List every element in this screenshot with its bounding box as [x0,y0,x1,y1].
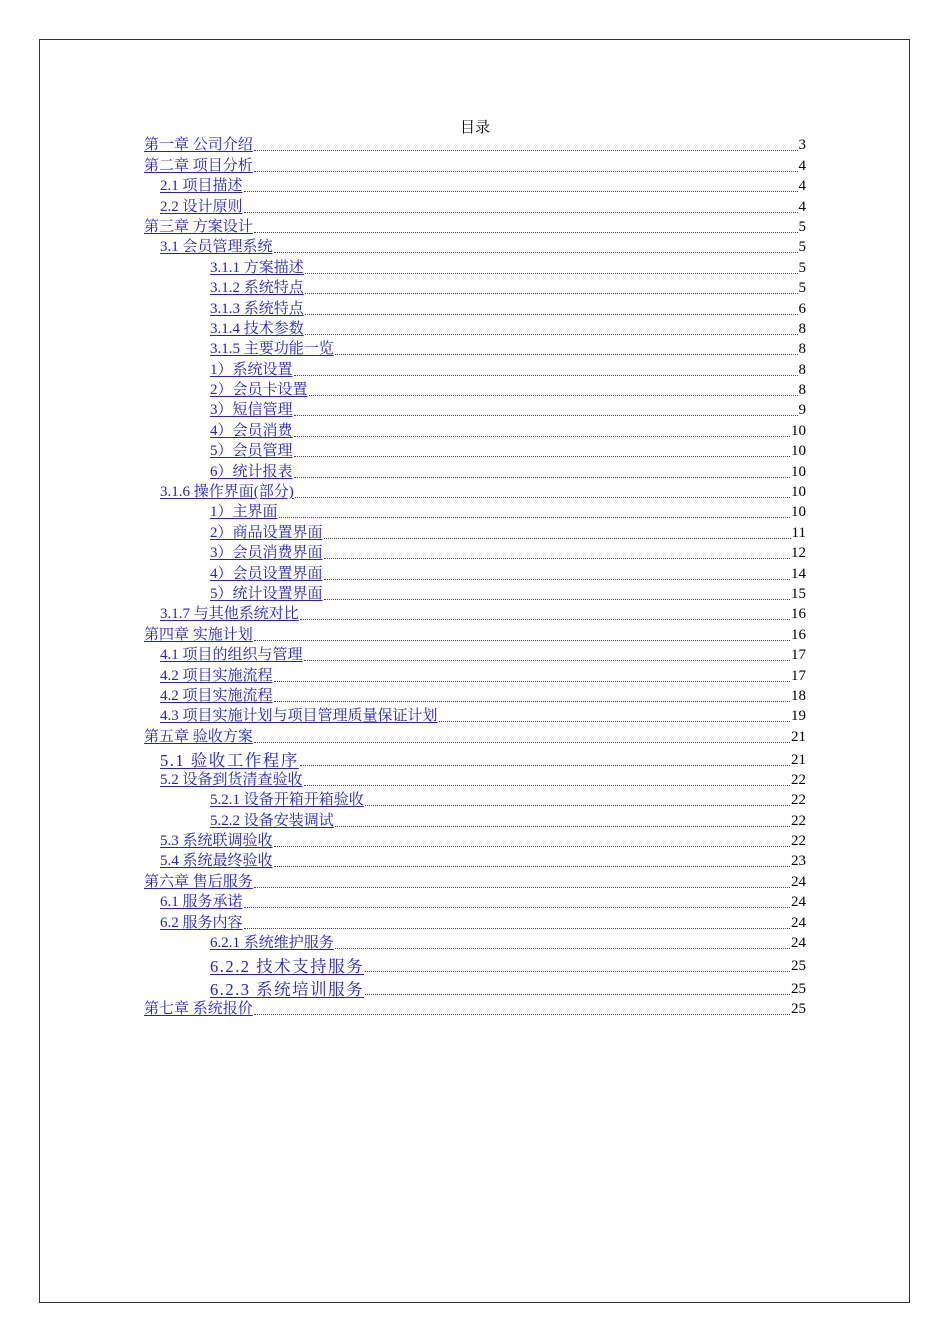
toc-page-number: 19 [791,708,806,725]
toc-dot-leader [365,993,790,995]
toc-entry[interactable] [144,359,806,379]
toc-entry-link[interactable]: 5.3 系统联调验收 [160,833,273,850]
toc-page-number: 10 [791,443,806,460]
toc-dot-leader [335,947,790,949]
toc-dot-leader [294,435,790,437]
toc-page-number: 25 [791,1001,806,1018]
toc-entry-link[interactable]: 2.1 项目描述 [160,178,243,195]
toc-dot-leader [254,149,798,151]
toc-entry[interactable] [144,563,806,583]
toc-page-number: 15 [791,585,806,602]
toc-page-number: 8 [798,361,806,378]
toc-dot-leader [244,190,798,192]
toc-dot-leader [254,886,790,888]
toc-entry[interactable] [144,665,806,685]
toc-entry[interactable] [144,892,806,912]
toc-entry[interactable] [144,770,806,790]
toc-entry-link[interactable]: 6.2.1 系统维护服务 [210,935,334,952]
toc-page-number: 24 [791,894,806,911]
toc-page-number: 18 [791,687,806,704]
toc-entry-link[interactable]: 2）商品设置界面 [210,524,323,541]
toc-entry[interactable] [144,810,806,830]
toc-entry[interactable] [144,196,806,216]
toc-entry-link[interactable]: 第五章 验收方案 [144,728,253,745]
toc-entry[interactable] [144,522,806,542]
toc-page-number: 16 [791,606,806,623]
toc-page-number: 5 [798,218,806,235]
toc-dot-leader [305,313,798,315]
toc-entry[interactable] [144,584,806,604]
toc-page-number: 24 [791,873,806,890]
toc-page-number: 10 [791,463,806,480]
toc-entry[interactable] [144,726,806,746]
toc-page-number: 4 [798,198,806,215]
toc-entry[interactable] [144,155,806,175]
toc-dot-leader [294,455,790,457]
toc-page-number: 10 [791,422,806,439]
toc-entry[interactable] [144,790,806,810]
toc-page-number: 8 [798,320,806,337]
toc-page-number: 3 [798,137,806,154]
toc-entry-link[interactable]: 4.3 项目实施计划与项目管理质量保证计划 [160,708,438,725]
toc-entry[interactable] [144,543,806,563]
toc-entry-link[interactable]: 第二章 项目分析 [144,157,253,174]
toc-dot-leader [335,825,790,827]
toc-entry-link[interactable]: 第六章 售后服务 [144,873,253,890]
toc-entry[interactable] [144,831,806,851]
toc-entry-link[interactable]: 3.1.6 操作界面(部分) [160,484,294,501]
toc-dot-leader [309,394,798,396]
toc-entry[interactable] [144,298,806,318]
toc-dot-leader [300,764,790,766]
toc-dot-leader [305,333,798,335]
toc-entry-link[interactable]: 6.2.3 系统培训服务 [210,979,365,999]
toc-entry-link[interactable]: 3.1.1 方案描述 [210,259,304,276]
toc-entry[interactable] [144,237,806,257]
toc-entry-link[interactable]: 3）短信管理 [210,402,293,419]
toc-entry[interactable] [144,624,806,644]
toc-entry[interactable] [144,706,806,726]
toc-page-number: 21 [791,728,806,745]
toc-entry[interactable] [144,686,806,706]
toc-page-number: 4 [798,178,806,195]
toc-dot-leader [295,496,790,498]
toc-entry[interactable] [144,176,806,196]
toc-dot-leader [274,845,790,847]
toc-dot-leader [274,700,790,702]
toc-entry[interactable] [144,380,806,400]
toc-entry-link[interactable]: 4.2 项目实施流程 [160,687,273,704]
toc-entry[interactable] [144,645,806,665]
toc-entry[interactable] [144,482,806,502]
toc-entry[interactable] [144,976,806,999]
toc-entry-link[interactable]: 4）会员设置界面 [210,565,323,582]
toc-entry-link[interactable]: 1）主界面 [210,504,278,521]
toc-page-number: 8 [798,382,806,399]
toc-dot-leader [324,557,790,559]
toc-entry-link[interactable]: 第一章 公司介绍 [144,137,253,154]
toc-dot-leader [254,741,790,743]
toc-entry-link[interactable]: 3.1.5 主要功能一览 [210,341,334,358]
toc-entry[interactable] [144,278,806,298]
toc-dot-leader [244,211,798,213]
toc-entry[interactable] [144,441,806,461]
toc-entry[interactable] [144,461,806,481]
toc-entry-link[interactable]: 6）统计报表 [210,463,293,480]
toc-entry-link[interactable]: 3.1.2 系统特点 [210,280,304,297]
toc-page-number: 22 [791,792,806,809]
toc-entry[interactable] [144,135,806,155]
toc-entry[interactable] [144,999,806,1019]
toc-entry-link[interactable]: 4.2 项目实施流程 [160,667,273,684]
toc-title: 目录 [459,120,490,136]
toc-entry[interactable] [144,339,806,359]
toc-entry[interactable] [144,217,806,237]
toc-entry-link[interactable]: 6.1 服务承诺 [160,894,243,911]
toc-dot-leader [244,906,790,908]
toc-page-number: 23 [791,853,806,870]
toc-entry-link[interactable]: 第七章 系统报价 [144,1001,253,1018]
toc-page-number: 16 [791,626,806,643]
toc-dot-leader [305,272,798,274]
toc-dot-leader [254,1013,790,1015]
toc-dot-leader [324,537,791,539]
toc-entry[interactable] [144,747,806,770]
toc-entry-link[interactable]: 4.1 项目的组织与管理 [160,647,303,664]
toc-entry[interactable] [144,912,806,932]
toc-entry[interactable] [144,257,806,277]
toc-page-number: 24 [791,914,806,931]
toc-entry[interactable] [144,851,806,871]
toc-entry[interactable] [144,319,806,339]
toc-entry-link[interactable]: 1）系统设置 [210,361,293,378]
toc-entry-link[interactable]: 3.1 会员管理系统 [160,239,273,256]
toc-page-number: 17 [791,667,806,684]
toc-dot-leader [254,639,790,641]
toc-page-number: 21 [791,751,806,768]
toc-page-number: 22 [791,771,806,788]
toc-entry-link[interactable]: 5.4 系统最终验收 [160,853,273,870]
toc-page-number: 25 [791,957,806,974]
toc-entry-link[interactable]: 5.2 设备到货清查验收 [160,771,303,788]
toc-entry[interactable] [144,871,806,891]
toc-page-number: 22 [791,812,806,829]
toc-dot-leader [324,578,790,580]
toc-entry[interactable] [144,502,806,522]
toc-dot-leader [274,865,790,867]
toc-dot-leader [439,720,790,722]
toc-page-number: 5 [798,259,806,276]
toc-page-number: 5 [798,280,806,297]
toc-page-number: 12 [791,545,806,562]
toc-page-number: 9 [798,402,806,419]
toc-entry-link[interactable]: 4）会员消费 [210,422,293,439]
toc-entry-link[interactable]: 3.1.7 与其他系统对比 [160,606,299,623]
toc-entry-link[interactable]: 3.1.4 技术参数 [210,320,304,337]
toc-page-number: 5 [798,239,806,256]
toc-entry-link[interactable]: 5）会员管理 [210,443,293,460]
toc-dot-leader [335,353,798,355]
toc-dot-leader [365,804,790,806]
toc-entry-link[interactable]: 5.1 验收工作程序 [160,750,299,770]
toc-dot-leader [294,414,798,416]
toc-dot-leader [244,927,790,929]
toc-page-number: 24 [791,935,806,952]
toc-dot-leader [294,374,798,376]
toc-page-number: 8 [798,341,806,358]
toc-dot-leader [365,970,790,972]
toc-entry-link[interactable]: 6.2.2 技术支持服务 [210,956,365,976]
toc-page-number: 10 [791,484,806,501]
toc-dot-leader [304,659,790,661]
toc-dot-leader [279,516,790,518]
toc-entry[interactable] [144,933,806,953]
toc-page-number: 17 [791,647,806,664]
toc-dot-leader [305,292,798,294]
toc-page-number: 25 [791,980,806,997]
toc-entry-link[interactable]: 第三章 方案设计 [144,218,253,235]
toc-page-number: 6 [798,300,806,317]
toc-page-number: 10 [791,504,806,521]
toc-page-number: 22 [791,833,806,850]
toc-entry-link[interactable]: 5.2.1 设备开箱开箱验收 [210,792,364,809]
toc-entry-link[interactable]: 3）会员消费界面 [210,545,323,562]
toc-dot-leader [274,251,798,253]
toc-page-number: 4 [798,157,806,174]
toc-entry-link[interactable]: 5.2.2 设备安装调试 [210,812,334,829]
toc-entry-link[interactable]: 3.1.3 系统特点 [210,300,304,317]
toc-entry[interactable] [144,953,806,976]
toc-dot-leader [304,784,790,786]
toc-dot-leader [254,231,798,233]
toc-dot-leader [254,170,798,172]
toc-dot-leader [294,476,790,478]
toc-entry[interactable] [144,400,806,420]
toc-entry-link[interactable]: 第四章 实施计划 [144,626,253,643]
toc-dot-leader [300,618,790,620]
toc-dot-leader [324,598,790,600]
toc-entry-link[interactable]: 2.2 设计原则 [160,198,243,215]
toc-entry[interactable] [144,420,806,440]
toc-entry[interactable] [144,604,806,624]
toc-dot-leader [274,680,790,682]
toc-entry-link[interactable]: 2）会员卡设置 [210,382,308,399]
toc-page-number: 11 [791,524,806,541]
toc-entry-link[interactable]: 5）统计设置界面 [210,585,323,602]
toc-page-number: 14 [791,565,806,582]
toc-entry-link[interactable]: 6.2 服务内容 [160,914,243,931]
table-of-contents [144,135,806,1019]
